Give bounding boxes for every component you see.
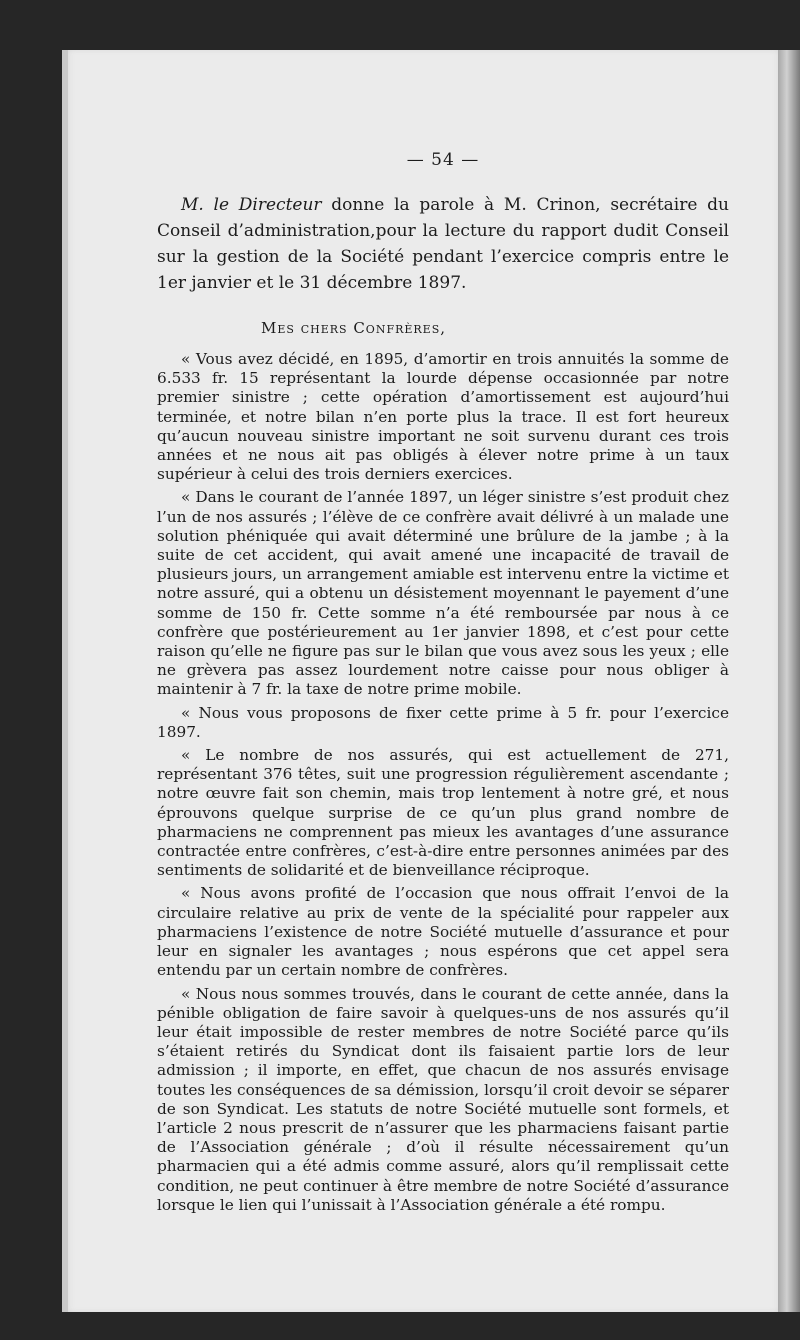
- report-paragraph-6: « Nous nous sommes trouvés, dans le courant de cette année, dans la pénible obligation de faire savoir à quelques-uns de nos assurés qu’il leur était impossible de rester membres de notre Société parce qu’ils s’étaient retirés du Syndicat dont ils faisaient partie lors de leur admission ; il importe, en effet, que chacun de nos assurés envisage toutes les conséquences de sa démission, lorsqu’il croit devoir se séparer de son Syndicat. Les statuts de notre Société mutuelle sont formels, et l’article 2 nous prescrit de n’assurer que les pharmaciens faisant partie de l’Association générale ; d’où il résulte nécessairement qu’un pharmacien qui a été admis comme assuré, alors qu’il remplissait cette condition, ne peut continuer à être membre de notre Société d’assurance lorsque le lien qui l’unissait à l’Association générale a été rompu.: [157, 984, 729, 1214]
- page-number: — 54 —: [406, 150, 480, 170]
- page-text-block: [157, 150, 729, 1219]
- intro-text: donne la parole à M. Crinon, secrétaire du Conseil d’administration,pour la lecture du rapport dudit Conseil sur la gestion de la Société pendant l’exercice compris entre le 1er janvier et le 31 décembre 1897.: [157, 195, 729, 293]
- report-paragraph-3: « Nous vous proposons de fixer cette prime à 5 fr. pour l’exercice 1897.: [157, 703, 729, 741]
- page-gutter: [62, 50, 68, 1312]
- report-paragraph-2: « Dans le courant de l’année 1897, un léger sinistre s’est produit chez l’un de nos assurés ; l’élève de ce confrère avait délivré à un malade une solution phéniquée qui avait déterminé une brûlure de la jambe ; à la suite de cet accident, qui avait amené une incapacité de travail de plusieurs jours, un arrangement amiable est intervenu entre la victime et notre assuré, qui a obtenu un désistement moyennant le payement d’une somme de 150 fr. Cette somme n’a été remboursée par nous à ce confrère que postérieurement au 1er janvier 1898, et c’est pour cette raison qu’elle ne figure pas sur le bilan que vous avez sous les yeux ; elle ne grèvera pas assez lourdement notre caisse pour nous obliger à maintenir à 7 fr. la taxe de notre prime mobile.: [157, 488, 729, 699]
- intro-speaker: M. le Directeur: [181, 195, 322, 215]
- intro-paragraph: [157, 192, 729, 296]
- next-page-edge: [778, 50, 800, 1312]
- report-paragraph-1: « Vous avez décidé, en 1895, d’amortir en trois annuités la somme de 6.533 fr. 15 représentant la lourde dépense occasionnée par notre premier sinistre ; cette opération d’amortissement est aujourd’hui terminée, et notre bilan n’en porte plus la trace. Il est fort heureux qu’aucun nouveau sinistre important ne soit survenu durant ces trois années et ne nous ait pas obligés à élever notre prime à un taux supérieur à celui des trois derniers exercices.: [157, 350, 729, 484]
- report-paragraph-5: « Nous avons profité de l’occasion que nous offrait l’envoi de la circulaire relative au prix de vente de la spécialité pour rappeler aux pharmaciens l’existence de notre Société mutuelle d’assurance et pour leur en signaler les avantages ; nous espérons que cet appel sera entendu par un certain nombre de confrères.: [157, 884, 729, 980]
- report-paragraph-4: « Le nombre de nos assurés, qui est actuellement de 271, représentant 376 têtes, suit une progression régulièrement ascendante ; notre œuvre fait son chemin, mais trop lentement à notre gré, et nous éprouvons quelque surprise de ce qu’un plus grand nombre de pharmaciens ne comprennent pas mieux les avantages d’une assurance contractée entre confrères, c’est-à-dire entre personnes animées par des sentiments de solidarité et de bienveillance réciproque.: [157, 746, 729, 880]
- salutation: Mes chers Confrères,: [261, 319, 446, 337]
